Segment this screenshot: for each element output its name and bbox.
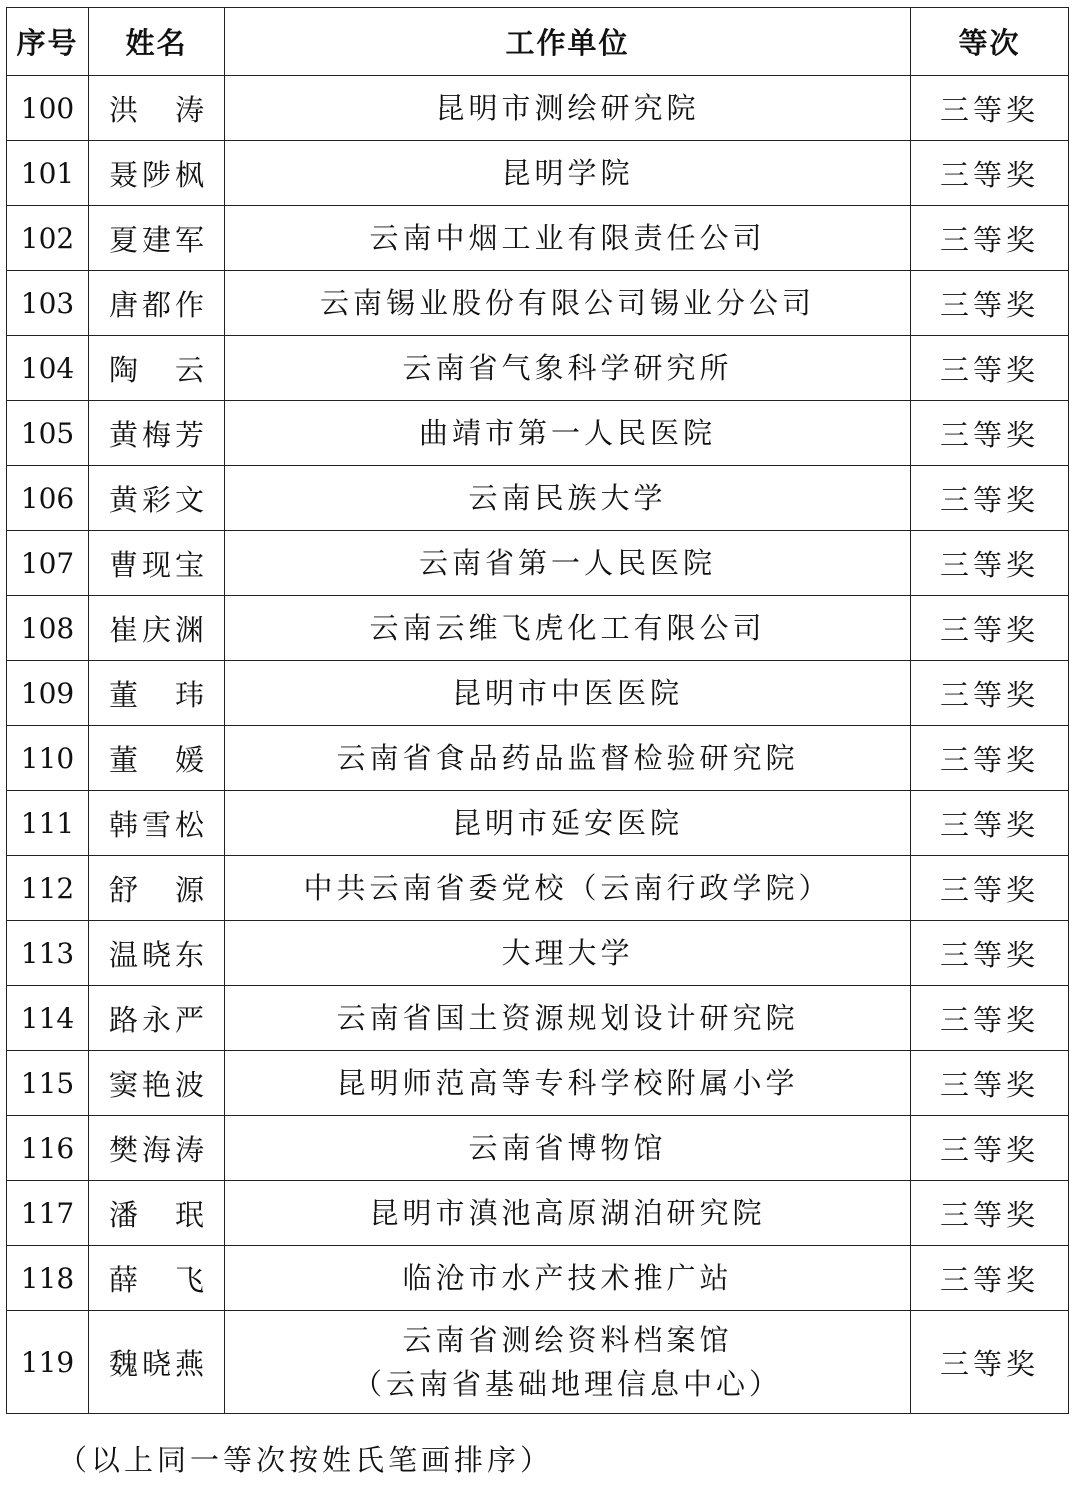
serial-number-cell: 108 — [7, 596, 89, 661]
work-unit-cell — [225, 206, 911, 271]
serial-number-cell: 112 — [7, 856, 89, 921]
table-row — [7, 401, 1069, 466]
name-cell: 薛飞 — [89, 1246, 225, 1311]
award-level-cell: 三等奖 — [911, 336, 1069, 401]
work-unit-cell — [225, 661, 911, 726]
table-row — [7, 76, 1069, 141]
award-level-cell: 三等奖 — [911, 1181, 1069, 1246]
name-cell: 樊海涛 — [89, 1116, 225, 1181]
work-unit-line: 昆明学院 — [501, 156, 634, 190]
work-unit-cell — [225, 726, 911, 791]
name-cell: 舒源 — [89, 856, 225, 921]
name-cell: 董媛 — [89, 726, 225, 791]
sort-order-footnote: （以上同一等次按姓氏笔画排序） — [58, 1443, 554, 1477]
table-row — [7, 1116, 1069, 1181]
header-name: 姓名 — [89, 8, 225, 76]
name-cell: 窦艳波 — [89, 1051, 225, 1116]
header-work-unit: 工作单位 — [225, 8, 911, 76]
name-cell: 黄梅芳 — [89, 401, 225, 466]
name-cell: 洪涛 — [89, 76, 225, 141]
serial-number-cell: 109 — [7, 661, 89, 726]
award-level-cell: 三等奖 — [911, 76, 1069, 141]
work-unit-cell — [225, 986, 911, 1051]
award-level-cell: 三等奖 — [911, 401, 1069, 466]
award-level-cell: 三等奖 — [911, 1246, 1069, 1311]
work-unit-line: 云南省食品药品监督检验研究院 — [336, 741, 799, 775]
work-unit-line: 云南云维飞虎化工有限公司 — [369, 611, 766, 645]
serial-number-cell: 113 — [7, 921, 89, 986]
work-unit-line: 云南中烟工业有限责任公司 — [369, 221, 766, 255]
table-row — [7, 531, 1069, 596]
serial-number-cell: 107 — [7, 531, 89, 596]
award-level-cell: 三等奖 — [911, 206, 1069, 271]
work-unit-cell — [225, 791, 911, 856]
serial-number-cell: 114 — [7, 986, 89, 1051]
serial-number-cell: 104 — [7, 336, 89, 401]
table-row — [7, 141, 1069, 206]
work-unit-line: 云南省博物馆 — [468, 1131, 667, 1165]
name-cell: 路永严 — [89, 986, 225, 1051]
award-level-cell: 三等奖 — [911, 466, 1069, 531]
work-unit-cell — [225, 336, 911, 401]
award-level-cell: 三等奖 — [911, 856, 1069, 921]
table-row — [7, 921, 1069, 986]
table-row — [7, 1246, 1069, 1311]
work-unit-cell — [225, 921, 911, 986]
header-serial-number: 序号 — [7, 8, 89, 76]
work-unit-line: 云南省国土资源规划设计研究院 — [336, 1001, 799, 1035]
work-unit-line: 临沧市水产技术推广站 — [402, 1261, 733, 1295]
table-row — [7, 466, 1069, 531]
work-unit-cell — [225, 1246, 911, 1311]
award-level-cell: 三等奖 — [911, 1311, 1069, 1414]
table-row — [7, 986, 1069, 1051]
serial-number-cell: 110 — [7, 726, 89, 791]
award-level-cell: 三等奖 — [911, 141, 1069, 206]
serial-number-cell: 102 — [7, 206, 89, 271]
work-unit-cell — [225, 1116, 911, 1181]
name-cell: 崔庆渊 — [89, 596, 225, 661]
name-cell: 韩雪松 — [89, 791, 225, 856]
work-unit-line: 昆明市滇池高原湖泊研究院 — [369, 1196, 766, 1230]
work-unit-cell — [225, 856, 911, 921]
award-level-cell: 三等奖 — [911, 271, 1069, 336]
name-cell: 温晓东 — [89, 921, 225, 986]
table-row — [7, 856, 1069, 921]
award-level-cell: 三等奖 — [911, 1116, 1069, 1181]
work-unit-cell — [225, 596, 911, 661]
award-level-cell: 三等奖 — [911, 921, 1069, 986]
table-body — [7, 76, 1069, 1414]
name-cell: 黄彩文 — [89, 466, 225, 531]
serial-number-cell: 116 — [7, 1116, 89, 1181]
serial-number-cell: 111 — [7, 791, 89, 856]
name-cell: 潘珉 — [89, 1181, 225, 1246]
work-unit-line: 昆明市延安医院 — [451, 806, 683, 840]
award-level-cell: 三等奖 — [911, 791, 1069, 856]
table-row — [7, 206, 1069, 271]
work-unit-line: 昆明师范高等专科学校附属小学 — [336, 1066, 799, 1100]
work-unit-cell — [225, 466, 911, 531]
award-level-cell: 三等奖 — [911, 661, 1069, 726]
serial-number-cell: 115 — [7, 1051, 89, 1116]
table-row — [7, 271, 1069, 336]
award-level-cell: 三等奖 — [911, 986, 1069, 1051]
serial-number-cell: 117 — [7, 1181, 89, 1246]
name-cell: 魏晓燕 — [89, 1311, 225, 1414]
work-unit-cell — [225, 271, 911, 336]
work-unit-line: （云南省基础地理信息中心） — [352, 1367, 782, 1401]
award-list-table — [6, 7, 1069, 1414]
work-unit-cell — [225, 531, 911, 596]
work-unit-cell — [225, 76, 911, 141]
serial-number-cell: 119 — [7, 1311, 89, 1414]
table-header-row — [7, 8, 1069, 76]
name-cell: 唐都作 — [89, 271, 225, 336]
work-unit-line: 昆明市测绘研究院 — [435, 91, 700, 125]
serial-number-cell: 118 — [7, 1246, 89, 1311]
serial-number-cell: 103 — [7, 271, 89, 336]
table-row — [7, 1181, 1069, 1246]
work-unit-line: 云南民族大学 — [468, 481, 667, 515]
header-award-level: 等次 — [911, 8, 1069, 76]
serial-number-cell: 100 — [7, 76, 89, 141]
work-unit-line: 云南省第一人民医院 — [418, 546, 716, 580]
serial-number-cell: 101 — [7, 141, 89, 206]
table-row — [7, 1311, 1069, 1414]
award-level-cell: 三等奖 — [911, 1051, 1069, 1116]
work-unit-cell — [225, 1311, 911, 1414]
name-cell: 董玮 — [89, 661, 225, 726]
name-cell: 陶云 — [89, 336, 225, 401]
award-level-cell: 三等奖 — [911, 596, 1069, 661]
work-unit-line: 云南锡业股份有限公司锡业分公司 — [319, 286, 815, 320]
work-unit-line: 云南省气象科学研究所 — [402, 351, 733, 385]
name-cell: 夏建军 — [89, 206, 225, 271]
work-unit-line: 昆明市中医医院 — [451, 676, 683, 710]
serial-number-cell: 105 — [7, 401, 89, 466]
work-unit-line: 大理大学 — [501, 936, 634, 970]
table-row — [7, 726, 1069, 791]
name-cell: 聂陟枫 — [89, 141, 225, 206]
work-unit-cell — [225, 1181, 911, 1246]
work-unit-cell — [225, 141, 911, 206]
work-unit-line: 云南省测绘资料档案馆 — [402, 1323, 733, 1357]
work-unit-cell — [225, 401, 911, 466]
work-unit-line: 曲靖市第一人民医院 — [418, 416, 716, 450]
table-row — [7, 336, 1069, 401]
work-unit-line: 中共云南省委党校（云南行政学院） — [303, 871, 832, 905]
award-level-cell: 三等奖 — [911, 726, 1069, 791]
table-row — [7, 1051, 1069, 1116]
table-row — [7, 661, 1069, 726]
award-level-cell: 三等奖 — [911, 531, 1069, 596]
name-cell: 曹现宝 — [89, 531, 225, 596]
table-row — [7, 596, 1069, 661]
table-row — [7, 791, 1069, 856]
serial-number-cell: 106 — [7, 466, 89, 531]
work-unit-cell — [225, 1051, 911, 1116]
